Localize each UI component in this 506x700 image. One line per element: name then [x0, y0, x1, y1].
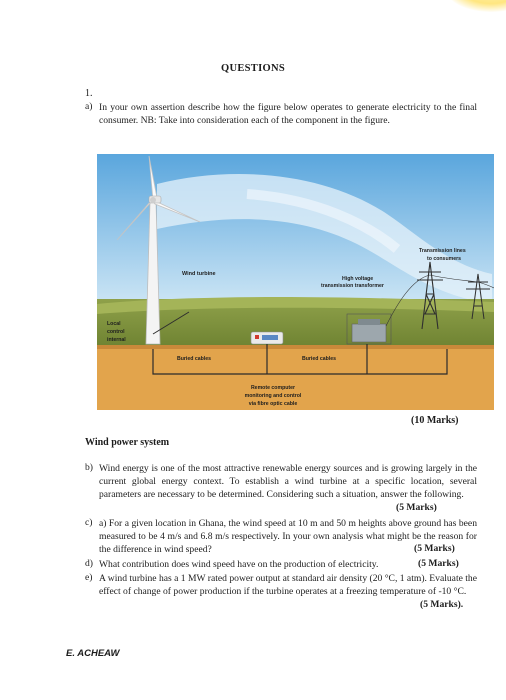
- transformer-top: [358, 319, 380, 325]
- figure-caption: Wind power system: [85, 437, 170, 448]
- control-panel: [262, 335, 278, 340]
- part-a-text: In your own assertion describe how the figure below operates to generate electricity to the final consumer. NB: Take into consideration each of the component in the figure.: [99, 102, 477, 127]
- label-buried-cables-left: Buried cables: [177, 356, 212, 362]
- wind-power-diagram: [97, 154, 494, 410]
- part-d-label: d): [85, 558, 93, 569]
- label-high-voltage-1: High voltage: [342, 276, 374, 282]
- part-a-label: a): [85, 101, 93, 112]
- figure-marks: (10 Marks): [411, 415, 459, 426]
- label-transmission-1: Transmission lines: [419, 248, 466, 254]
- part-c-label: c): [85, 517, 93, 528]
- part-b-label: b): [85, 462, 93, 473]
- label-local-3: internal: [107, 337, 126, 343]
- question-number: 1.: [85, 88, 93, 99]
- turbine-hub: [150, 197, 156, 203]
- label-remote-2: monitoring and control: [244, 393, 302, 399]
- soil-edge: [97, 345, 494, 349]
- label-local-2: control: [107, 329, 125, 335]
- page-title: QUESTIONS: [221, 63, 285, 74]
- part-e-text: A wind turbine has a 1 MW rated power output at standard air density (20 °C, 1 atm). Evaluate the effect of change of power production if the turbine operates at a freezing temperature of -10 °C.: [99, 573, 477, 598]
- part-e-label: e): [85, 572, 93, 583]
- label-remote-3: via fibre optic cable: [248, 401, 298, 407]
- wind-power-figure: [97, 154, 494, 410]
- part-d-marks: (5 Marks): [418, 558, 459, 569]
- control-light: [255, 335, 259, 339]
- part-b-text: Wind energy is one of the most attractive renewable energy sources and is growing largely in the current global energy context. To establish a wind turbine at a specific location, several parameters are necessary to be determined. Considering such a situation, answer the following.: [99, 463, 477, 501]
- label-local-1: Local: [107, 321, 121, 327]
- transformer: [352, 324, 386, 342]
- label-remote-1: Remote computer: [250, 385, 296, 391]
- corner-highlight: [446, 0, 506, 12]
- part-c-marks: (5 Marks): [414, 543, 455, 554]
- part-d-text: What contribution does wind speed have on the production of electricity.: [99, 559, 379, 570]
- part-c-text: a) For a given location in Ghana, the wind speed at 10 m and 50 m heights above ground has been measured to be 4 m/s and 6.8 m/s respectively. In your own analysis what might be the reason for the difference in wind speed?: [99, 518, 477, 556]
- label-high-voltage-2: transmission transformer: [321, 283, 384, 289]
- part-e-marks: (5 Marks).: [420, 599, 464, 610]
- author-name: E. ACHEAW: [66, 648, 120, 659]
- part-b-marks: (5 Marks): [396, 502, 437, 513]
- label-wind-turbine: Wind turbine: [182, 271, 216, 277]
- label-transmission-2: to consumers: [427, 256, 462, 262]
- label-buried-cables-right: Buried cables: [302, 356, 337, 362]
